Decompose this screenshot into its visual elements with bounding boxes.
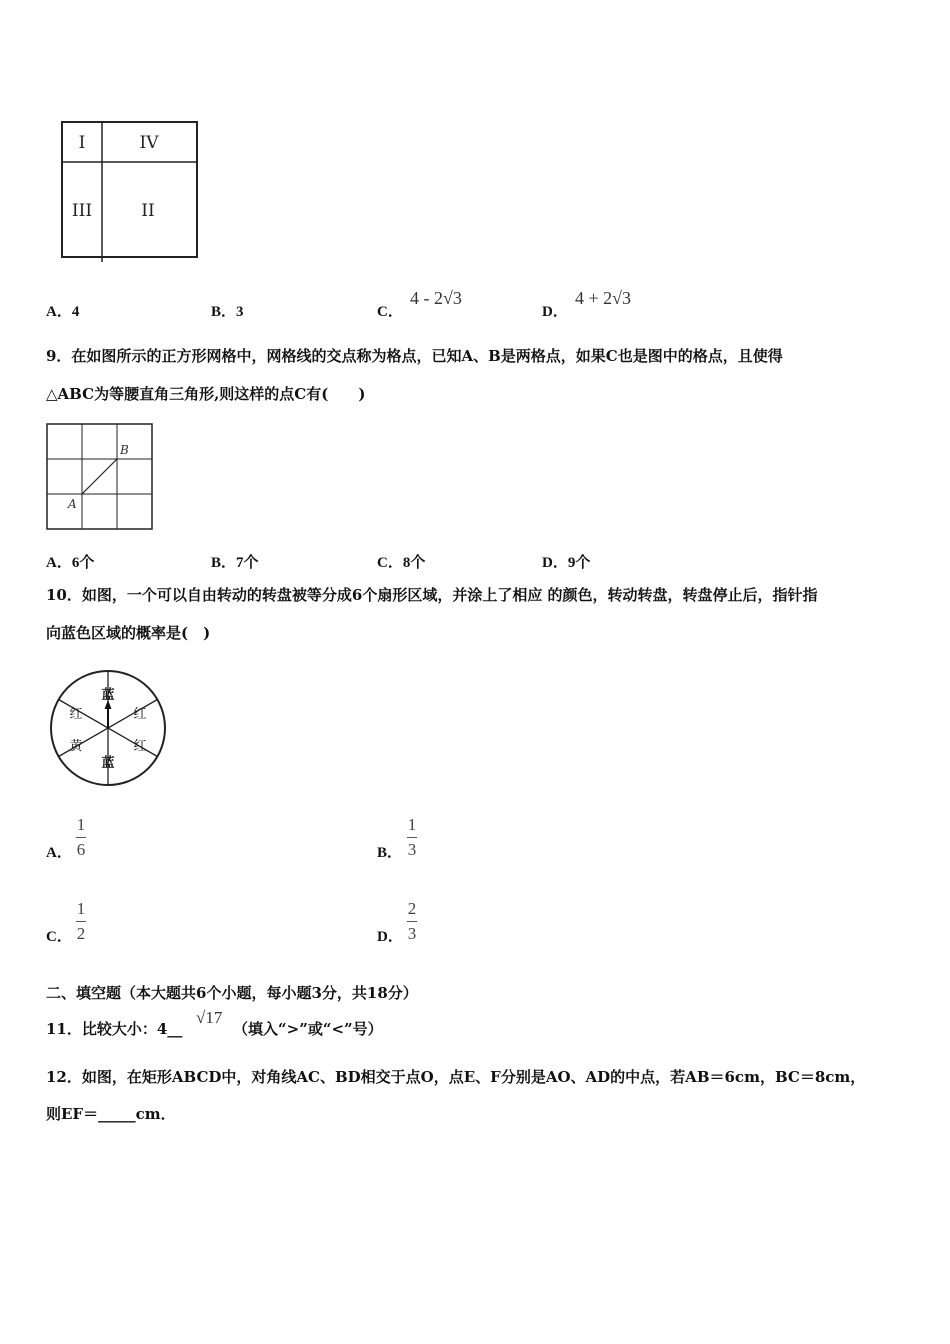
q9-option-d[interactable]: D．9个 [542,555,591,571]
q9-point-a: A [68,497,77,511]
q10-text-line2: 向蓝色区域的概率是( ) [46,624,211,642]
q10-sector-lower-left: 黄 [69,739,83,754]
q12-text-line1: 12．如图，在矩形ABCD中，对角线AC、BD相交于点O，点E、F分别是AO、AD的中点，若AB＝6cm，BC＝8cm， [46,1068,866,1086]
q9-grid-figure [46,423,156,531]
q10-option-b[interactable]: B． [377,845,403,861]
q8-option-c-value: 4 - 2√3 [410,288,462,308]
q12-text-line2: 则EF＝_____cm． [46,1105,176,1123]
q8-option-c[interactable]: C． [377,304,403,320]
q10-sector-upper-right: 红 [133,707,147,722]
q8-option-d-value: 4 + 2√3 [575,288,632,308]
q8-cell-tr: IV [139,133,159,153]
q11-prefix: 11．比较大小：4 [46,1020,168,1038]
q9-option-b[interactable]: B．7个 [211,555,259,571]
q10-option-a[interactable]: A． [46,845,72,861]
q10-option-c[interactable]: C． [46,929,72,945]
q8-cell-tl: I [78,133,86,153]
q10-sector-bottom: 蓝 [101,756,115,771]
q10-text-line1: 10．如图，一个可以自由转动的转盘被等分成6个扇形区域，并涂上了相应 的颜色，转动转盘，转盘停止后，指针指 [46,586,818,604]
q9-option-c[interactable]: C．8个 [377,555,426,571]
q11-text [46,1019,182,1039]
q9-option-a[interactable]: A．6个 [46,555,95,571]
q8-option-a[interactable]: A．4 [46,304,80,320]
q10-option-c-fraction: 1 2 [76,899,86,943]
q10-option-d-fraction: 2 3 [407,899,417,943]
q10-spinner-figure [45,667,175,792]
section-heading: 二、填空题（本大题共6个小题，每小题3分，共18分） [46,984,418,1002]
q10-option-b-fraction: 1 3 [407,815,417,859]
q10-sector-lower-right: 红 [133,739,147,754]
q9-text-line2: △ABC为等腰直角三角形,则这样的点C有( ) [46,385,366,403]
q8-cell-bl: III [71,201,93,221]
q10-sector-top: 蓝 [101,688,115,703]
q10-option-a-fraction: 1 6 [76,815,86,859]
q8-figure [55,115,205,265]
q8-cell-br: II [141,201,155,221]
q11-suffix: （填入“>”或“<”号） [233,1020,383,1038]
q10-option-d[interactable]: D． [377,929,403,945]
q10-sector-upper-left: 红 [69,707,83,722]
q11-blank[interactable]: __ [167,1020,183,1038]
q8-option-b[interactable]: B．3 [211,304,244,320]
q9-point-b: B [120,443,129,457]
q11-radical: √17 [196,1008,223,1027]
q8-option-d[interactable]: D． [542,304,568,320]
q9-text-line1: 9．在如图所示的正方形网格中，网格线的交点称为格点，已知A、B是两格点，如果C也是图中的格点，且使得 [46,347,783,365]
